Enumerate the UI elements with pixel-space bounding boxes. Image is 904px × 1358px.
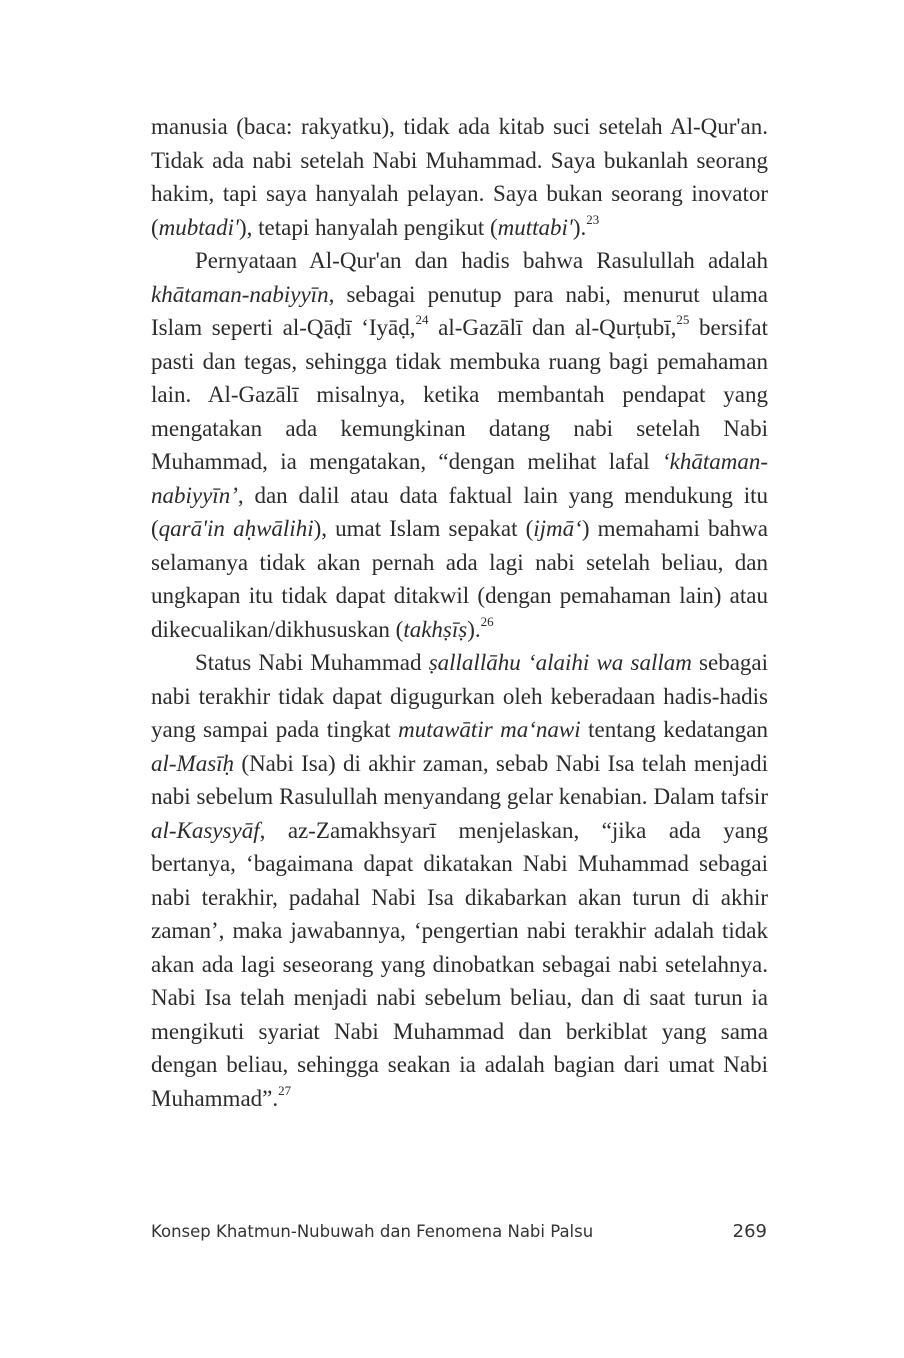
italic-term: mubtadi': [158, 214, 239, 240]
footnote-ref: 23: [586, 211, 600, 227]
paragraph-3: Status Nabi Muhammad ṣallallāhu ‘alaihi wa sallam sebagai nabi terakhir tidak dapat digugurkan oleh keberadaan hadis-hadis yang sampai pada tingkat mutawātir ma‘nawi tentang kedatangan al-Masīḥ (Nabi Isa) di akhir zaman, sebab Nabi Isa telah menjadi nabi sebelum Rasulullah menyandang gelar kenabian. Dalam tafsir al-Kasysyāf, az-Zamakhsyarī menjelaskan, “jika ada yang bertanya, ‘bagaimana dapat dikatakan Nabi Muhammad sebagai nabi terakhir, padahal Nabi Isa dikabarkan akan turun di akhir zaman’, maka jawabannya, ‘pengertian nabi terakhir adalah tidak akan ada lagi seseorang yang dinobatkan sebagai nabi setelahnya. Nabi Isa telah menjadi nabi sebelum beliau, dan di saat turun ia mengikuti syariat Nabi Muhammad dan berkiblat yang sama dengan beliau, sehingga seakan ia adalah bagian dari umat Nabi Muhammad”.$^{27}$: [151, 650, 769, 1111]
italic-term: takhṣīṣ: [403, 616, 468, 642]
paragraph-1: manusia (baca: rakyatku), tidak ada kitab suci setelah Al-Qur'an. Tidak ada nabi setelah Nabi Muhammad. Saya bukanlah seorang hakim, tapi saya hanyalah pelayan. Saya bukan seorang inovator (mubtadi'), tetapi hanyalah pengikut (muttabi').$^{23}$: [151, 114, 768, 240]
running-footer-title: Konsep Khatmun-Nubuwah dan Fenomena Nabi Palsu: [151, 1222, 594, 1241]
italic-term: mutawātir ma‘nawi: [398, 717, 581, 742]
footnote-ref: 25: [676, 312, 690, 328]
italic-term: ṣallallāhu ‘alaihi wa sallam: [428, 650, 692, 675]
footnote-ref: 26: [480, 613, 494, 629]
italic-term: qarā'in aḥwālihi: [158, 516, 314, 541]
italic-term: al-Kasysyāf: [151, 817, 260, 843]
italic-term: khātaman-nabiyyīn: [151, 281, 329, 307]
page-number: 269: [732, 1221, 767, 1242]
italic-term: ‘khātaman-nabiyyīn’: [151, 449, 768, 508]
footnote-ref: 27: [278, 1082, 292, 1098]
footnote-ref: 24: [415, 312, 429, 328]
italic-term: ijmā‘: [533, 516, 582, 541]
body-text: [151, 110, 768, 1115]
italic-term: al-Masīḥ: [151, 750, 235, 776]
paragraph-2: Pernyataan Al-Qur'an dan hadis bahwa Rasulullah adalah khātaman-nabiyyīn, sebagai penutup para nabi, menurut ulama Islam seperti al-Qāḍī ‘Iyāḍ,$^{24}$ al-Gazālī dan al-Qurṭubī,$^{25}$ bersifat pasti dan tegas, sehingga tidak membuka ruang bagi pemahaman lain. Al-Gazālī misalnya, ketika membantah pendapat yang mengatakan ada kemungkinan datang nabi setelah Nabi Muhammad, ia mengatakan, “dengan melihat lafal ‘khātaman-nabiyyīn’, dan dalil atau data faktual lain yang mendukung itu (qarā'in aḥwālihi), umat Islam sepakat (ijmā‘) memahami bahwa selamanya tidak akan pernah ada lagi nabi setelah beliau, dan ungkapan itu tidak dapat ditakwil (dengan pemahaman lain) atau dikecualikan/dikhususkan (takhṣīṣ).$^{26}$: [151, 248, 769, 642]
italic-term: muttabi': [497, 214, 573, 240]
